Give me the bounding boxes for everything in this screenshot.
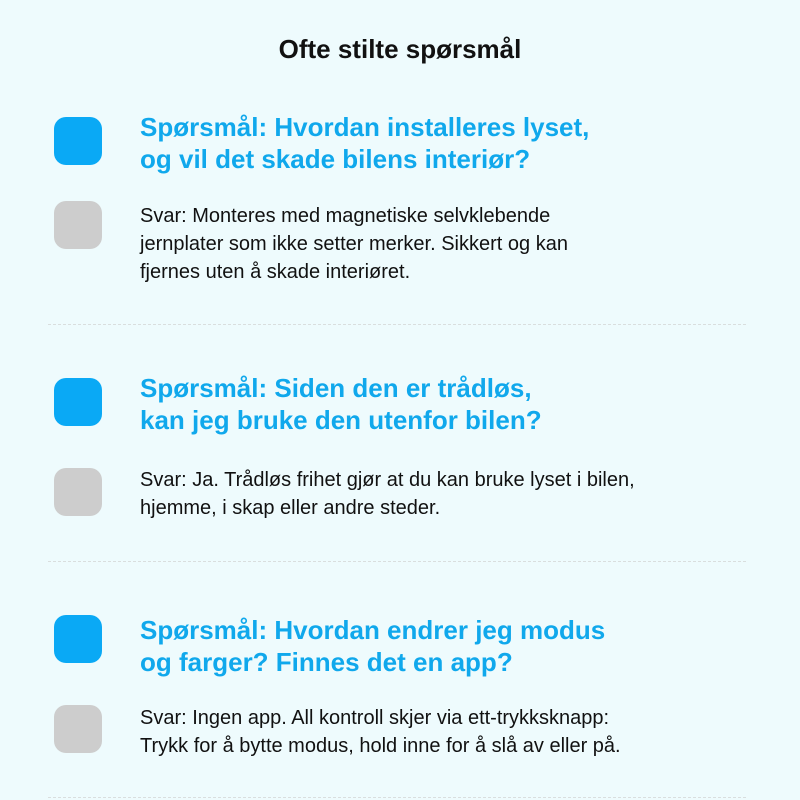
question-marker-icon	[54, 117, 102, 165]
faq-question-1: Spørsmål: Hvordan installeres lyset, og vil det skade bilens interiør?	[140, 112, 590, 174]
faq-answer-3: Svar: Ingen app. All kontroll skjer via ett-trykksknapp: Trykk for å bytte modus, hold inne for å slå av eller på.	[140, 707, 621, 757]
answer-marker-icon	[54, 468, 102, 516]
faq-answer-2: Svar: Ja. Trådløs frihet gjør at du kan bruke lyset i bilen, hjemme, i skap eller andre steder.	[140, 469, 635, 519]
faq-answer-1: Svar: Monteres med magnetiske selvklebende jernplater som ikke setter merker. Sikkert og kan fjernes uten å skade interiøret.	[140, 205, 568, 283]
answer-marker-icon	[54, 201, 102, 249]
faq-question-2: Spørsmål: Siden den er trådløs, kan jeg bruke den utenfor bilen?	[140, 373, 542, 435]
divider	[48, 561, 746, 562]
answer-marker-icon	[54, 705, 102, 753]
question-marker-icon	[54, 378, 102, 426]
faq-question-3: Spørsmål: Hvordan endrer jeg modus og farger? Finnes det en app?	[140, 615, 606, 677]
question-marker-icon	[54, 615, 102, 663]
page-title: Ofte stilte spørsmål	[278, 34, 522, 64]
divider	[48, 797, 746, 798]
divider	[48, 324, 746, 325]
